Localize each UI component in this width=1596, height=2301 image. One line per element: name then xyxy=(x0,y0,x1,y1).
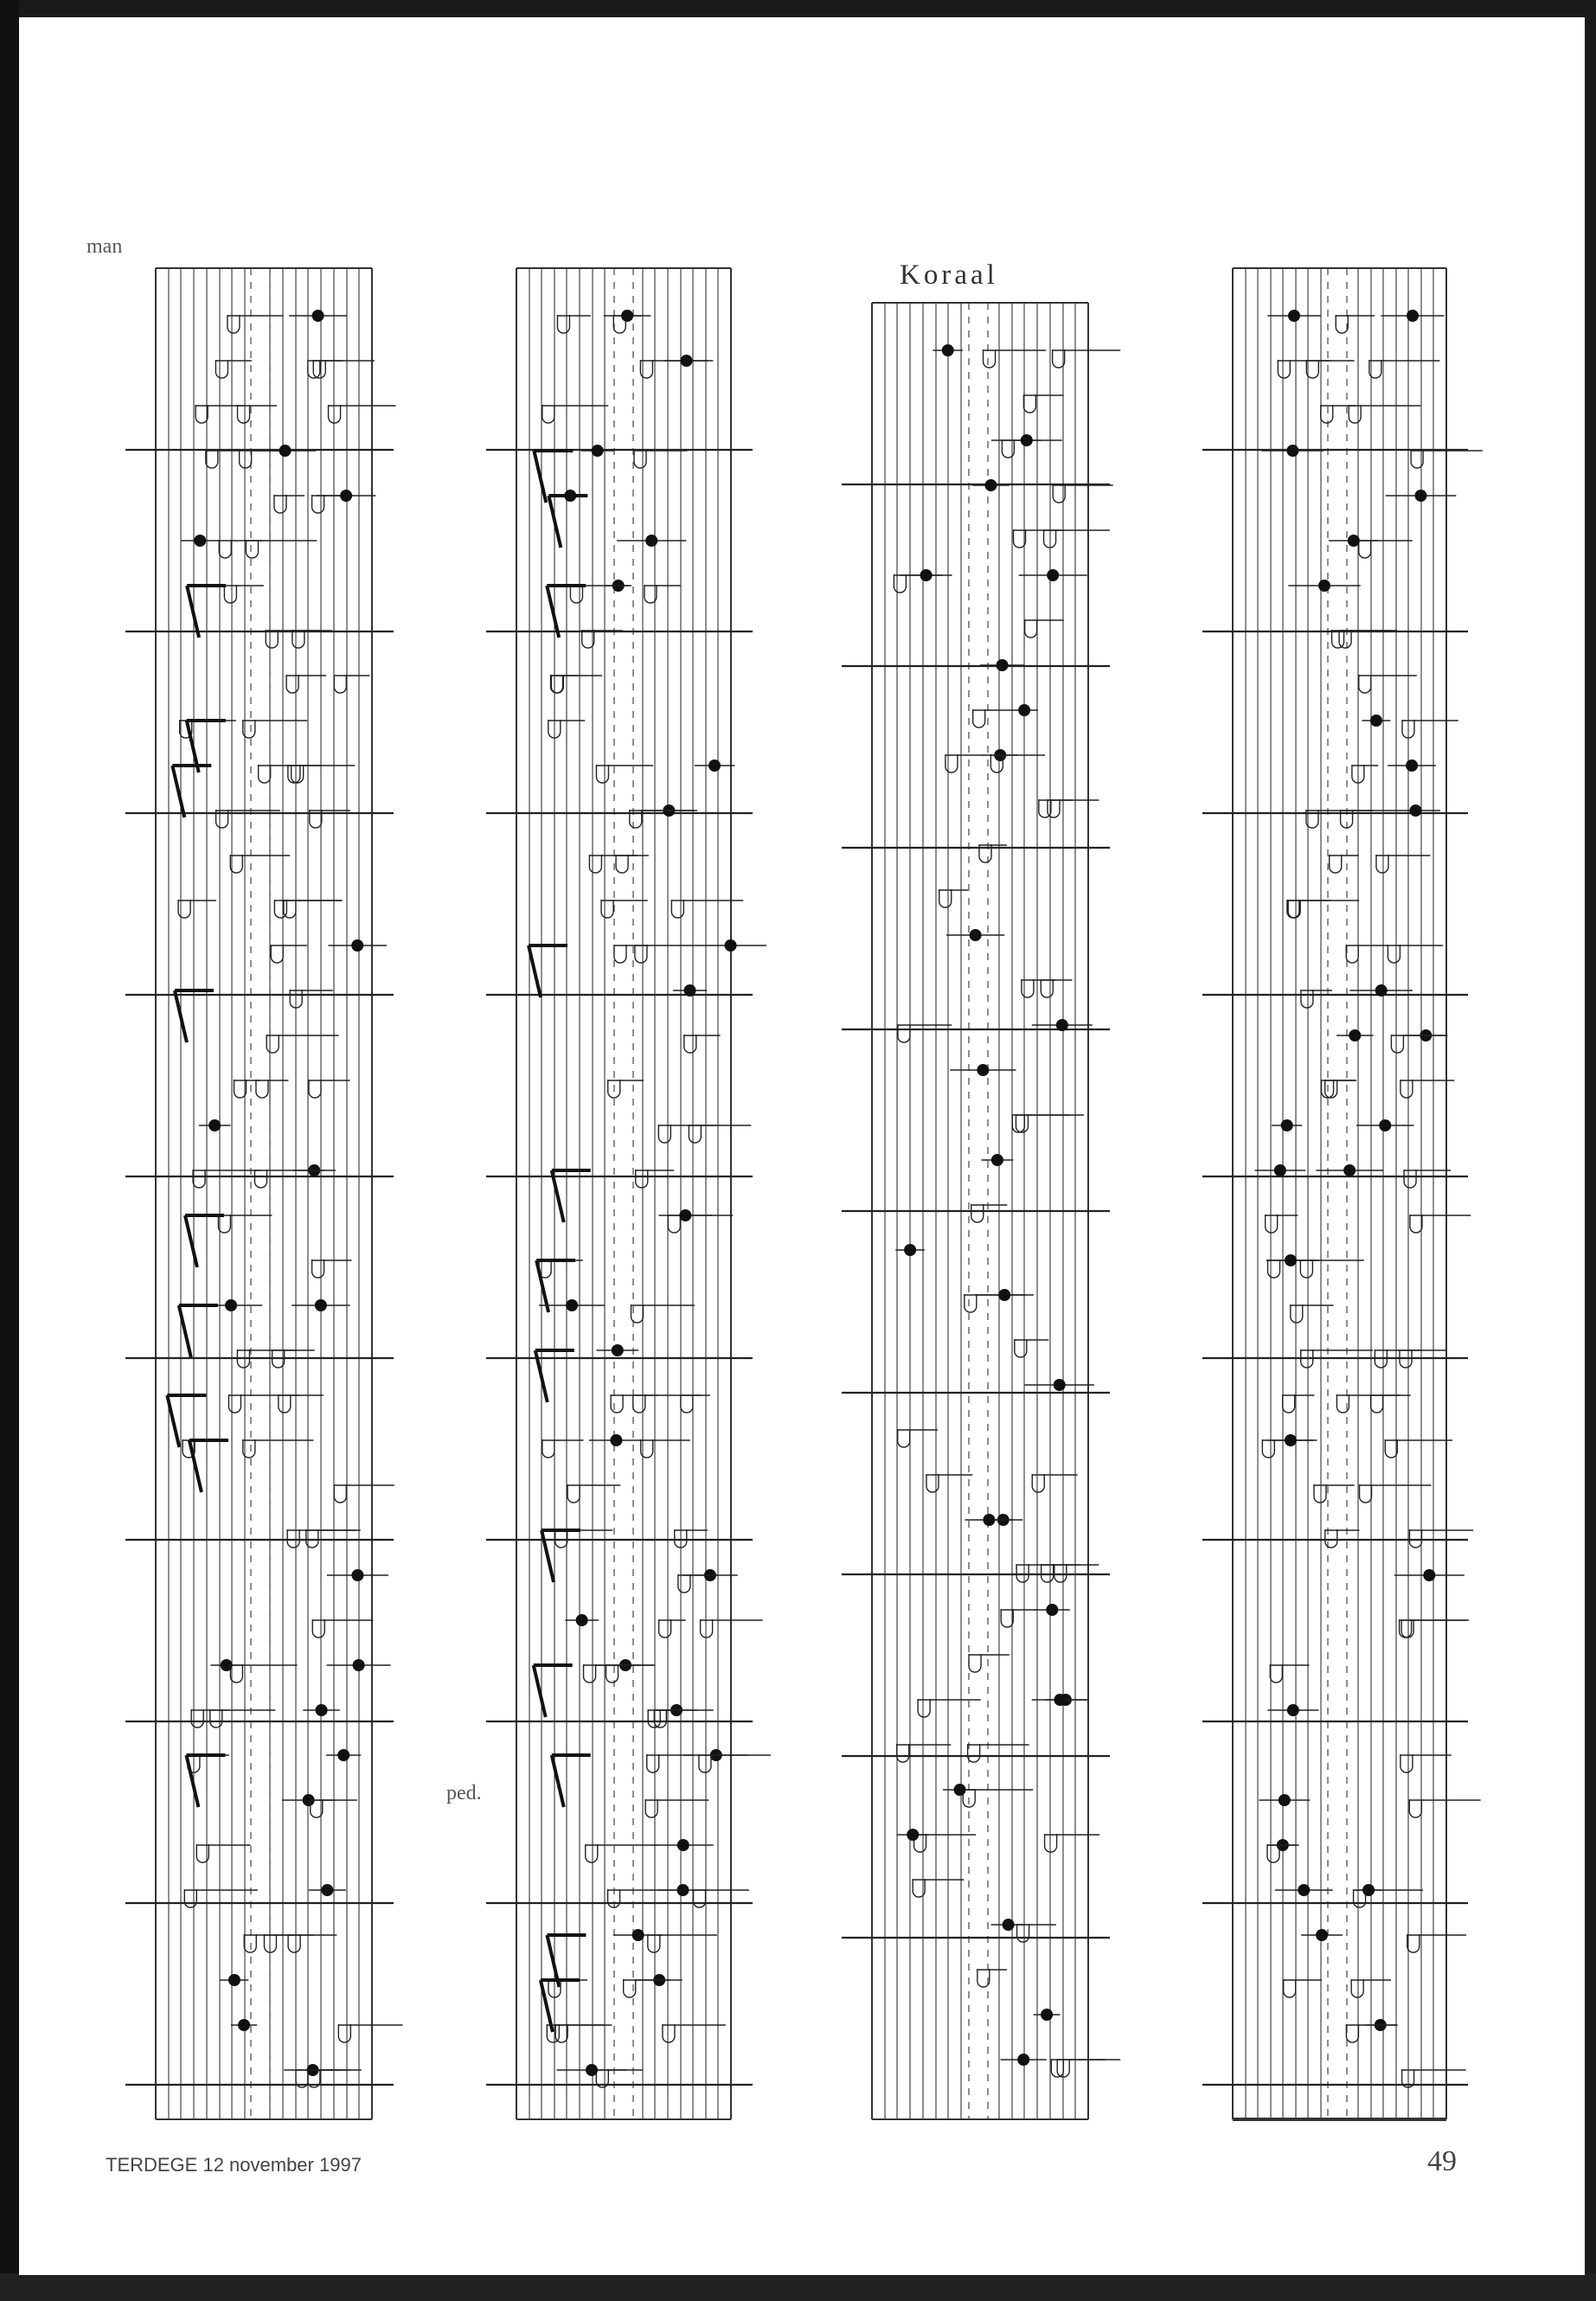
column-4-open-note xyxy=(1376,855,1388,873)
column-2-open-note xyxy=(567,1484,580,1503)
column-2-open-note xyxy=(635,945,647,963)
column-3-filled-note xyxy=(997,659,1009,671)
column-4-open-note xyxy=(1391,1035,1403,1053)
column-2-filled-note xyxy=(586,2064,598,2076)
column-1-open-note xyxy=(286,675,298,693)
column-4-open-note xyxy=(1385,1439,1397,1458)
column-2-open-note xyxy=(584,1664,596,1682)
column-2-open-note xyxy=(681,1394,693,1413)
manual-label: man xyxy=(87,235,123,258)
column-1-filled-note xyxy=(194,535,206,547)
column-2-open-note xyxy=(689,1125,701,1143)
column-3-open-note xyxy=(971,1204,984,1222)
column-3-open-note xyxy=(1042,1564,1054,1582)
column-1-open-note xyxy=(292,630,304,648)
column-2-open-note xyxy=(614,945,626,963)
column-3-open-note xyxy=(1023,394,1035,413)
column-4-open-note xyxy=(1314,1484,1326,1503)
column-3-open-note xyxy=(1012,1114,1024,1132)
column-1-open-note xyxy=(193,1170,205,1188)
column-1-open-note xyxy=(224,585,236,603)
column-2-open-note xyxy=(616,855,628,873)
column-1-filled-note xyxy=(279,445,292,457)
column-4-open-note xyxy=(1301,990,1313,1008)
column-3-filled-note xyxy=(1054,1694,1066,1706)
column-3-open-note xyxy=(973,709,985,727)
column-4-open-note xyxy=(1349,405,1361,423)
column-4-filled-note xyxy=(1288,310,1300,322)
column-3-open-note xyxy=(1016,1564,1029,1582)
column-2-filled-note xyxy=(645,535,657,547)
column-4-open-note xyxy=(1332,630,1344,648)
column-4-filled-note xyxy=(1348,535,1360,547)
column-1-open-note xyxy=(271,945,283,963)
column-2-open-note xyxy=(542,405,554,423)
column-3-filled-note xyxy=(1017,2054,1029,2066)
column-2-open-note xyxy=(542,1439,554,1458)
column-4-filled-note xyxy=(1375,984,1388,997)
column-1-filled-note xyxy=(228,1974,240,1986)
column-4-filled-note xyxy=(1379,1119,1391,1131)
column-1-open-note xyxy=(312,495,324,513)
column-1-open-note xyxy=(191,1709,203,1727)
column-2-open-note xyxy=(663,2024,675,2042)
column-1-open-note xyxy=(228,1394,240,1413)
column-1-filled-note xyxy=(238,2019,250,2031)
column-4-filled-note xyxy=(1406,760,1418,772)
column-2-open-note xyxy=(570,585,582,603)
column-2-open-note xyxy=(648,1934,660,1952)
column-4-open-note xyxy=(1325,1529,1337,1548)
column-2-filled-note xyxy=(632,1929,644,1941)
column-4-open-note xyxy=(1371,1394,1383,1413)
column-1-open-note xyxy=(195,405,208,423)
column-3-filled-note xyxy=(907,1829,919,1841)
column-1-filled-note xyxy=(340,490,352,502)
column-1-filled-note xyxy=(312,310,324,322)
column-1-beam-mark xyxy=(172,766,211,817)
column-1-filled-note xyxy=(225,1299,237,1311)
column-4-open-note xyxy=(1321,405,1333,423)
column-2-open-note xyxy=(636,1170,648,1188)
column-2-filled-note xyxy=(679,1209,691,1221)
column-1-open-note xyxy=(334,675,346,693)
column-1-open-note xyxy=(309,1080,321,1098)
column-1-filled-note xyxy=(353,1659,365,1671)
column-1-open-note xyxy=(279,1394,291,1413)
column-4-filled-note xyxy=(1407,310,1419,322)
column-1-open-note xyxy=(312,1619,324,1638)
column-3-open-note xyxy=(1025,619,1037,638)
column-1-open-note xyxy=(219,540,231,558)
column-1-filled-note xyxy=(208,1119,221,1131)
column-2-open-note xyxy=(671,900,683,918)
column-3-open-note xyxy=(918,1699,930,1717)
column-4-open-note xyxy=(1410,1215,1422,1233)
column-1-open-note xyxy=(244,1934,256,1952)
column-4-open-note xyxy=(1388,945,1400,963)
column-2-open-note xyxy=(596,765,608,783)
column-4-filled-note xyxy=(1316,1929,1328,1941)
column-2-open-note xyxy=(557,315,569,333)
column-1-open-note xyxy=(238,405,250,423)
column-2-open-note xyxy=(633,1394,645,1413)
column-3-filled-note xyxy=(920,569,933,581)
column-1-open-note xyxy=(240,450,252,468)
column-1-open-note xyxy=(287,1529,299,1548)
column-2-open-note xyxy=(684,1035,696,1053)
column-4-open-note xyxy=(1262,1439,1274,1458)
column-2-open-note xyxy=(555,1529,567,1548)
column-2-filled-note xyxy=(592,445,604,457)
column-3-filled-note xyxy=(970,929,982,941)
column-3-filled-note xyxy=(1021,434,1033,446)
column-4-open-note xyxy=(1291,1304,1303,1323)
column-2-filled-note xyxy=(677,1839,689,1851)
column-1-open-note xyxy=(246,540,258,558)
column-2-filled-note xyxy=(680,355,692,367)
column-2-filled-note xyxy=(708,760,721,772)
column-4-filled-note xyxy=(1286,445,1298,457)
column-1-open-note xyxy=(312,1259,324,1278)
column-2-open-note xyxy=(701,1619,713,1638)
column-3-filled-note xyxy=(904,1244,916,1256)
column-3-filled-note xyxy=(954,1784,966,1796)
column-2-beam-mark xyxy=(529,945,567,997)
column-3-open-note xyxy=(1022,979,1034,997)
column-2-open-note xyxy=(634,450,646,468)
column-2-open-note xyxy=(555,2024,567,2042)
column-3-open-note xyxy=(1054,1564,1067,1582)
column-4-open-note xyxy=(1300,1259,1312,1278)
column-3-filled-note xyxy=(1018,704,1030,716)
column-4-filled-note xyxy=(1423,1569,1435,1581)
column-3-open-note xyxy=(984,349,996,368)
column-1-open-note xyxy=(266,630,278,648)
column-1-open-note xyxy=(210,1709,222,1727)
column-3-open-note xyxy=(969,1654,981,1672)
column-4-filled-note xyxy=(1415,490,1427,502)
column-4-open-note xyxy=(1284,1979,1296,1997)
column-2-open-note xyxy=(589,855,601,873)
column-1-beam-mark xyxy=(179,1305,218,1357)
column-1-filled-note xyxy=(315,1299,327,1311)
column-4-open-note xyxy=(1351,1979,1363,1997)
column-4-filled-note xyxy=(1274,1164,1286,1176)
column-3-open-note xyxy=(897,1744,909,1762)
column-2-open-note xyxy=(699,1754,711,1772)
column-1-filled-note xyxy=(316,1704,328,1716)
column-3-open-note xyxy=(1045,1834,1057,1852)
column-2-filled-note xyxy=(576,1614,588,1626)
column-2-beam-mark xyxy=(552,1755,591,1807)
column-2-filled-note xyxy=(684,984,696,997)
column-4-filled-note xyxy=(1362,1884,1375,1896)
column-4-open-note xyxy=(1359,540,1371,558)
koraal-title: Koraal xyxy=(900,260,998,291)
column-4-open-note xyxy=(1330,855,1342,873)
column-4-open-note xyxy=(1360,1484,1372,1503)
column-2-filled-note xyxy=(610,1434,622,1446)
column-3-open-note xyxy=(898,1429,910,1447)
column-3-open-note xyxy=(1017,1924,1029,1942)
column-3-open-note xyxy=(1016,1114,1028,1132)
column-4-filled-note xyxy=(1298,1884,1310,1896)
column-1-open-note xyxy=(206,450,218,468)
column-3-filled-note xyxy=(1056,1019,1068,1031)
column-4-filled-note xyxy=(1349,1029,1361,1042)
column-1-filled-note xyxy=(351,1569,363,1581)
column-4-filled-note xyxy=(1285,1434,1297,1446)
column-3-open-note xyxy=(965,1294,977,1312)
column-4-open-note xyxy=(1401,1080,1413,1098)
column-3-filled-note xyxy=(984,479,997,491)
column-4-open-note xyxy=(1325,1080,1337,1098)
column-3-filled-note xyxy=(1046,1604,1058,1616)
column-3-open-note xyxy=(939,889,952,907)
column-2-open-note xyxy=(611,1394,623,1413)
pedal-label: ped. xyxy=(446,1782,482,1804)
column-4-open-note xyxy=(1401,1754,1413,1772)
column-3-open-note xyxy=(1015,1339,1027,1357)
column-1-open-note xyxy=(292,765,304,783)
column-1-open-note xyxy=(329,405,341,423)
column-3-open-note xyxy=(1014,529,1026,548)
column-1-open-note xyxy=(178,900,190,918)
column-2-open-note xyxy=(606,1664,619,1682)
column-2-open-note xyxy=(694,1889,706,1907)
column-3-open-note xyxy=(1032,1474,1044,1492)
column-2-filled-note xyxy=(676,1884,689,1896)
column-1-open-note xyxy=(288,1934,300,1952)
column-1-open-note xyxy=(288,765,300,783)
column-2-open-note xyxy=(647,1754,659,1772)
column-3-open-note xyxy=(945,754,958,772)
column-2-open-note xyxy=(586,1844,598,1862)
column-3-filled-note xyxy=(983,1514,995,1526)
column-3-filled-note xyxy=(1041,2009,1053,2021)
column-1-filled-note xyxy=(337,1749,349,1761)
column-1-open-note xyxy=(338,2024,350,2042)
column-3-open-note xyxy=(926,1474,939,1492)
column-2-open-note xyxy=(668,1215,680,1233)
column-4-filled-note xyxy=(1281,1119,1293,1131)
column-4-open-note xyxy=(1283,1394,1295,1413)
page-number: 49 xyxy=(1427,2145,1457,2177)
column-4-open-note xyxy=(1266,1215,1278,1233)
column-4-filled-note xyxy=(1318,580,1330,592)
column-4-open-note xyxy=(1336,315,1348,333)
column-1-open-note xyxy=(234,1080,247,1098)
column-3-open-note xyxy=(898,1024,910,1042)
column-4-open-note xyxy=(1339,630,1351,648)
column-3-filled-note xyxy=(1003,1919,1015,1931)
column-4-open-note xyxy=(1346,2024,1358,2042)
column-2-open-note xyxy=(658,1125,670,1143)
column-3-open-note xyxy=(1041,979,1053,997)
column-1-open-note xyxy=(266,1035,279,1053)
column-4-open-note xyxy=(1359,675,1371,693)
column-2-beam-mark xyxy=(552,1170,591,1222)
column-1-open-note xyxy=(274,495,286,513)
column-4-open-note xyxy=(1270,1664,1282,1682)
column-4-open-note xyxy=(1346,945,1358,963)
column-1-open-note xyxy=(259,765,271,783)
column-4-filled-note xyxy=(1409,804,1421,817)
column-2-filled-note xyxy=(621,310,633,322)
column-4-filled-note xyxy=(1370,715,1382,727)
column-4-open-note xyxy=(1268,1259,1280,1278)
column-3-filled-note xyxy=(1047,569,1059,581)
column-1-open-note xyxy=(254,1170,266,1188)
column-1-filled-note xyxy=(321,1884,333,1896)
column-4-filled-note xyxy=(1279,1794,1291,1806)
column-1-open-note xyxy=(228,315,240,333)
column-3-open-note xyxy=(894,574,906,593)
column-2-open-note xyxy=(678,1574,690,1593)
column-1-open-note xyxy=(334,1484,346,1503)
column-4-filled-note xyxy=(1285,1254,1297,1266)
column-3-filled-note xyxy=(998,1289,1010,1301)
column-1-open-note xyxy=(215,360,228,378)
column-3-filled-note xyxy=(1054,1379,1066,1391)
footer-publication: TERDEGE 12 november 1997 xyxy=(106,2154,362,2176)
column-4-open-note xyxy=(1404,1170,1416,1188)
column-4-open-note xyxy=(1278,360,1290,378)
column-2-open-note xyxy=(645,1799,657,1817)
column-3-open-note xyxy=(968,1744,980,1762)
column-3-filled-note xyxy=(977,1064,989,1076)
column-2-open-note xyxy=(601,900,613,918)
column-2-open-note xyxy=(659,1619,671,1638)
column-1-filled-note xyxy=(351,939,363,952)
column-4-filled-note xyxy=(1343,1164,1356,1176)
column-3-open-note xyxy=(1001,1609,1013,1627)
column-3-filled-note xyxy=(991,1154,1003,1166)
column-4-open-note xyxy=(1407,1934,1420,1952)
column-1-open-note xyxy=(184,1889,196,1907)
column-4-open-note xyxy=(1409,1799,1421,1817)
column-2-filled-note xyxy=(566,1299,578,1311)
column-2-beam-mark xyxy=(542,1530,580,1582)
column-3-filled-note xyxy=(942,344,954,356)
column-4-open-note xyxy=(1409,1529,1421,1548)
column-4-filled-note xyxy=(1287,1704,1299,1716)
column-2-filled-note xyxy=(725,939,737,952)
column-1-open-note xyxy=(256,1080,268,1098)
column-2-filled-note xyxy=(612,1344,624,1356)
